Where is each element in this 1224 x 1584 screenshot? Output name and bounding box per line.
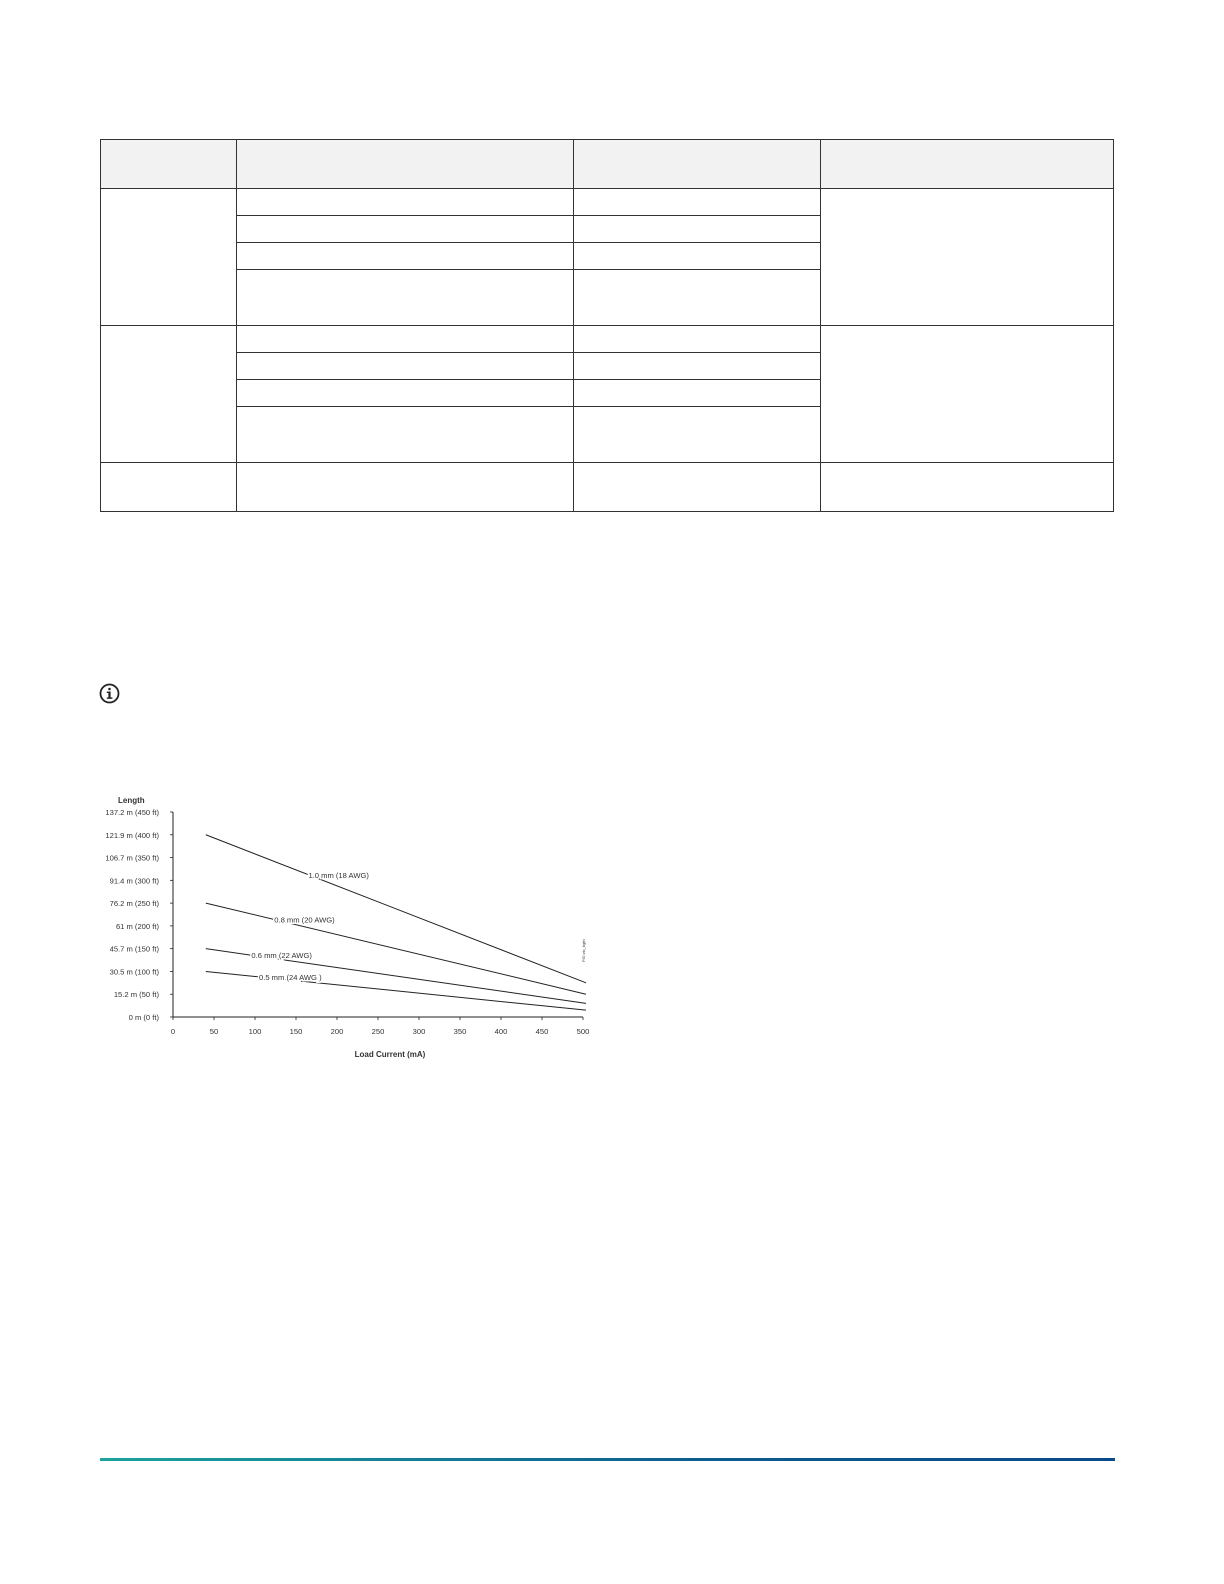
table-cell: [237, 189, 574, 216]
header-cell: [821, 140, 1114, 189]
x-tick-label: 450: [535, 1027, 549, 1036]
cable-length-chart: [92, 790, 602, 1070]
x-tick-label: 200: [330, 1027, 344, 1036]
x-tick-label: 400: [494, 1027, 508, 1036]
specification-table: [100, 139, 1114, 512]
x-axis-title: Load Current (mA): [354, 1050, 426, 1059]
group-label-cell: [101, 326, 237, 463]
x-tick-label: 100: [248, 1027, 262, 1036]
y-tick-label: 0 m (0 ft): [128, 1013, 159, 1022]
table-cell: [237, 353, 574, 380]
y-tick-label: 45.7 m (150 ft): [109, 944, 159, 954]
x-tick-label: 250: [371, 1027, 385, 1036]
table-row: [101, 463, 1114, 512]
table-cell: [574, 243, 821, 270]
figure-code: FIG:vic_bgth: [581, 939, 586, 962]
y-tick-label: 106.7 m (350 ft): [105, 853, 159, 863]
group-note-cell: [821, 189, 1114, 326]
x-tick-label: 300: [412, 1027, 426, 1036]
y-axis-title: Length: [118, 796, 145, 805]
info-circle-icon: [99, 683, 120, 704]
y-tick-label: 91.4 m (300 ft): [109, 876, 159, 886]
group-label-cell: [101, 463, 237, 512]
x-tick-label: 0: [170, 1027, 176, 1036]
table-cell: [237, 380, 574, 407]
series-label: 1.0 mm (18 AWG): [308, 870, 369, 880]
table-cell: [237, 243, 574, 270]
table-header-row: [101, 140, 1114, 189]
table-cell: [574, 270, 821, 326]
table-cell: [574, 326, 821, 353]
table-row: [101, 189, 1114, 216]
footer-rule: [100, 1458, 1115, 1461]
table-row: [101, 326, 1114, 353]
header-cell: [574, 140, 821, 189]
y-tick-label: 61 m (200 ft): [115, 921, 159, 931]
table-cell: [574, 407, 821, 463]
group-note-cell: [821, 326, 1114, 463]
table-cell: [237, 407, 574, 463]
header-cell: [101, 140, 237, 189]
group-note-cell: [821, 463, 1114, 512]
y-tick-label: 121.9 m (400 ft): [105, 830, 159, 840]
series-line: [206, 835, 586, 983]
x-tick-label: 350: [453, 1027, 467, 1036]
y-tick-label: 137.2 m (450 ft): [105, 808, 159, 817]
table-cell: [574, 216, 821, 243]
series-label: 0.5 mm (24 AWG ): [259, 972, 322, 982]
table-cell: [574, 380, 821, 407]
table-cell: [574, 463, 821, 512]
table-cell: [237, 463, 574, 512]
table-cell: [574, 189, 821, 216]
table-cell: [237, 216, 574, 243]
x-tick-label: 150: [289, 1027, 303, 1036]
y-tick-label: 30.5 m (100 ft): [109, 967, 159, 977]
table-cell: [237, 326, 574, 353]
table-cell: [237, 270, 574, 326]
x-tick-label: 500: [576, 1027, 590, 1036]
y-tick-label: 76.2 m (250 ft): [109, 899, 159, 909]
x-tick-label: 50: [209, 1027, 219, 1036]
table-cell: [574, 353, 821, 380]
series-label: 0.6 mm (22 AWG): [251, 951, 312, 961]
series-label: 0.8 mm (20 AWG): [274, 915, 335, 925]
y-tick-label: 15.2 m (50 ft): [113, 990, 159, 1000]
group-label-cell: [101, 189, 237, 326]
header-cell: [237, 140, 574, 189]
